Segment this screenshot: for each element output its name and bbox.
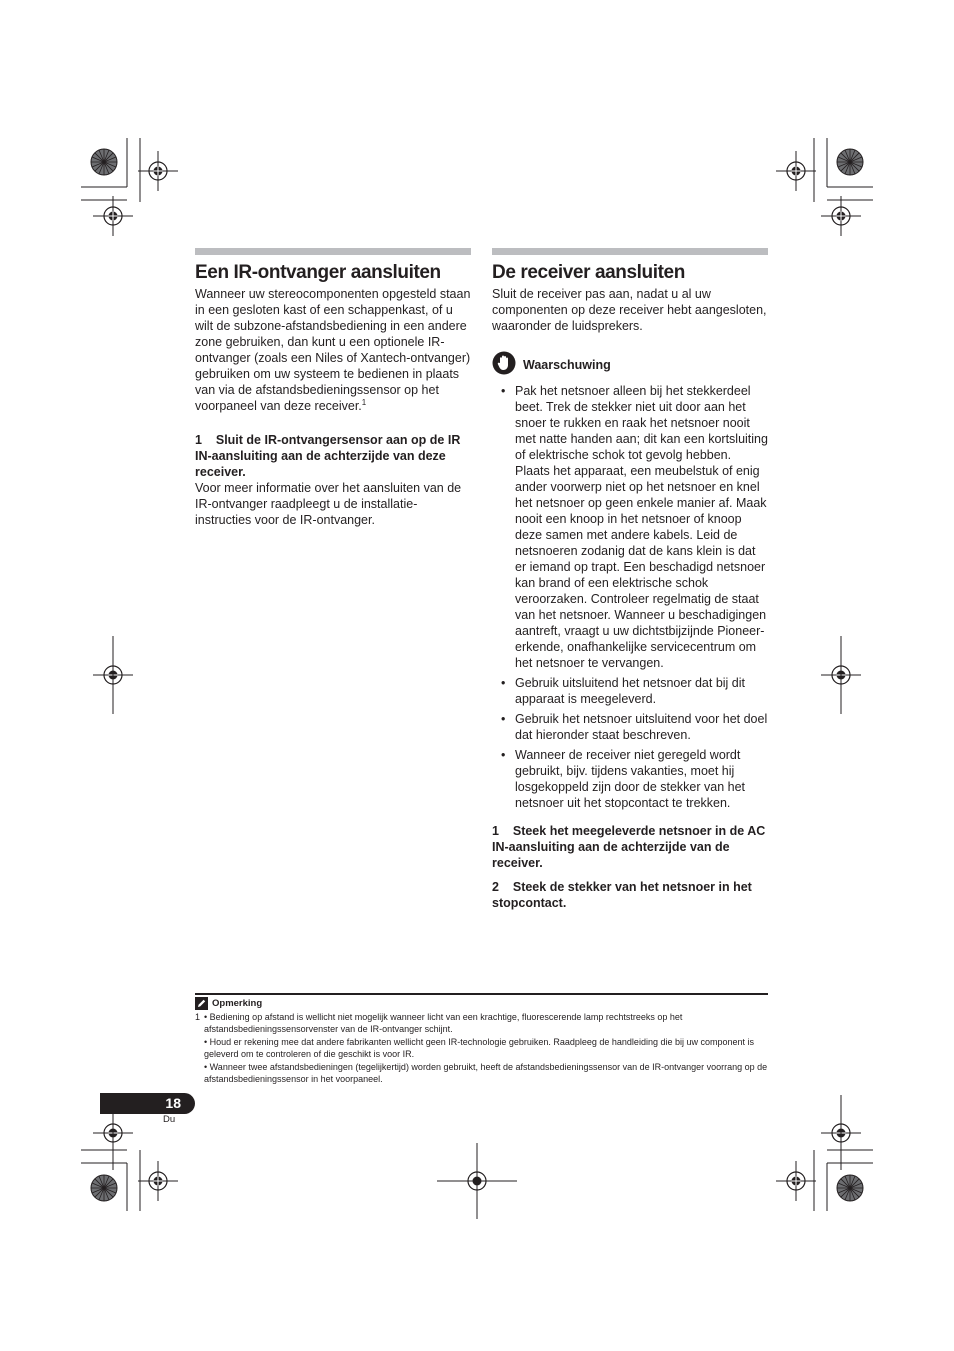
receiver-step-2 <box>492 879 768 911</box>
note-text: • Wanneer twee afstandsbedieningen (tegelijkertijd) worden gebruikt, heeft de afstandsbedieningssensor van de IR-ontvanger voorrang op de afstandsbedieningssensor in het voorpaneel. <box>204 1062 768 1084</box>
list-item <box>195 1061 768 1085</box>
receiver-step-1 <box>492 823 768 871</box>
step-text: Sluit de IR-ontvangersensor aan op de IR IN-aansluiting aan de achterzijde van deze receiver. <box>195 433 461 479</box>
list-item <box>492 747 768 811</box>
warning-header <box>492 351 768 375</box>
note-text: • Bediening op afstand is wellicht niet mogelijk wanneer licht van een krachtige, fluorescerende lamp rechtstreeks op het afstandsbedieningssensorvenster van de IR-ontvanger schijnt. <box>204 1012 683 1034</box>
section-bar <box>195 248 471 255</box>
note-text: • Houd er rekening mee dat andere fabrikanten wellicht geen IR-technologie gebruiken. Raadpleeg de handleiding die bij uw component is geleverd om te controleren of die geschikt is voor IR. <box>204 1037 755 1059</box>
step-text: Steek het meegeleverde netsnoer in de AC IN-aansluiting aan de achterzijde van de receiver. <box>492 824 766 870</box>
right-column <box>492 248 768 911</box>
page-number: 18 <box>165 1095 181 1111</box>
left-column <box>195 248 471 528</box>
note-number: 1 <box>195 1012 201 1022</box>
bullet-text: Gebruik uitsluitend het netsnoer dat bij dit apparaat is meegeleverd. <box>515 676 745 706</box>
step-text: Steek de stekker van het netsnoer in het stopcontact. <box>492 880 752 910</box>
ir-step-1 <box>195 432 471 480</box>
bullet-text: Wanneer de receiver niet geregeld wordt gebruikt, bijv. tijdens vakanties, moet hij losgekoppeld zijn door de stekker van het netsnoer uit het stopcontact te trekken. <box>515 748 746 810</box>
footnote-reference: 1 <box>361 397 367 407</box>
bullet-mark: • <box>501 676 506 690</box>
section-bar <box>492 248 768 255</box>
warning-hand-icon <box>492 351 516 375</box>
note-header <box>195 997 768 1010</box>
pencil-note-icon <box>195 997 208 1010</box>
bullet-mark: • <box>501 384 506 398</box>
step-number: 2 <box>492 880 499 894</box>
ir-intro-text: Wanneer uw stereocomponenten opgesteld staan in een gesloten kast of een schappenkast, of u wilt de subzone-afstandsbediening in een andere zone gebruiken, dan kunt u een optionele IR-ontvanger (zoals een Niles of Xantech-ontvanger) gebruiken om uw systeem te bedienen in plaats van via de afstandsbedieningssensor op het voorpaneel van deze receiver. <box>195 287 471 413</box>
list-item <box>195 1011 768 1035</box>
step-number: 1 <box>492 824 499 838</box>
list-item <box>492 675 768 707</box>
list-item <box>195 1036 768 1060</box>
bullet-text: Gebruik het netsnoer uitsluitend voor het doel dat hieronder staat beschreven. <box>515 712 768 742</box>
list-item <box>492 711 768 743</box>
ir-intro-paragraph <box>195 286 471 414</box>
receiver-intro-paragraph: Sluit de receiver pas aan, nadat u al uw componenten op deze receiver hebt aangesloten, waaronder de luidsprekers. <box>492 287 767 333</box>
ir-step-1-detail: Voor meer informatie over het aansluiten van de IR-ontvanger raadpleegt u de installatie-instructies voor de IR-ontvanger. <box>195 481 462 527</box>
bullet-text: Pak het netsnoer alleen bij het stekkerdeel beet. Trek de stekker niet uit door aan het snoer te rukken en raak het netsnoer nooit met natte handen aan; dit kan een kortsluiting of elektrische schok tot gevolg hebben. Plaats het apparaat, een meubelstuk of enig ander voorwerp niet op het netsnoer en knel het netsnoer op geen enkele manier af. Maak nooit een knoop in het netsnoer of knoop deze samen met andere kabels. Leid de netsnoeren zodanig dat de kans klein is dat er iemand op trapt. Een beschadigd netsnoer kan brand of een elektrische schok veroorzaken. Controleer regelmatig de staat van het netsnoer. Wanneer u beschadigingen aantreft, vraagt u uw dichtstbijzijnde Pioneer-erkende, onafhankelijke servicecentrum om het netsnoer te vervangen. <box>515 384 768 670</box>
step-number: 1 <box>195 433 202 447</box>
language-code: Du <box>163 1114 176 1125</box>
page-number-tab <box>100 1093 195 1114</box>
section-heading-ir-receiver: Een IR-ontvanger aansluiten <box>195 262 441 283</box>
note-title: Opmerking <box>212 998 263 1009</box>
warning-title: Waarschuwing <box>523 358 611 372</box>
note-list <box>195 1011 768 1085</box>
list-item <box>492 383 768 671</box>
bullet-mark: • <box>501 712 506 726</box>
bullet-mark: • <box>501 748 506 762</box>
warning-list <box>492 383 768 811</box>
section-heading-receiver: De receiver aansluiten <box>492 262 685 283</box>
footnote-section <box>195 993 768 1086</box>
